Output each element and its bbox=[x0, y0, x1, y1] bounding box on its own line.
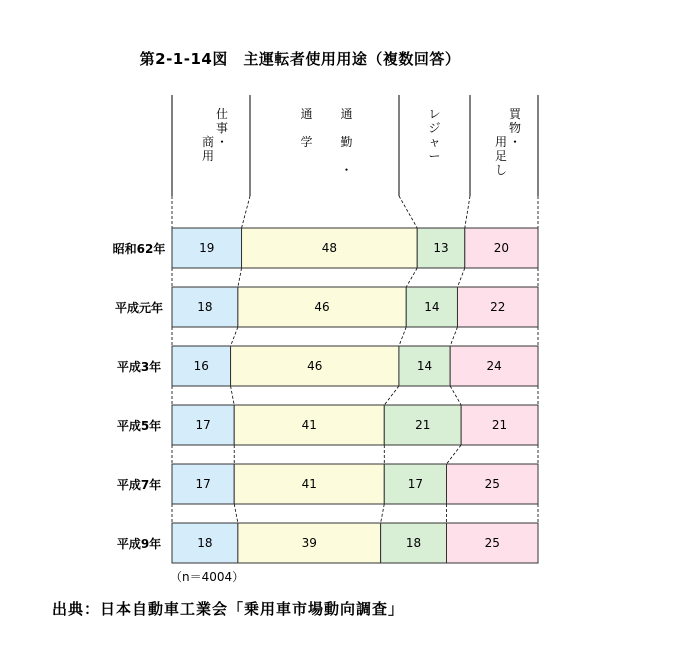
data-label-leisure: 18 bbox=[405, 536, 422, 550]
data-label-leisure: 17 bbox=[407, 477, 424, 491]
connector-row1-3 bbox=[450, 327, 457, 346]
data-label-leisure: 13 bbox=[433, 241, 449, 255]
category-label: 平成7年 bbox=[116, 478, 162, 492]
chart-title: 第2-1-14図 主運転者使用用途（複数回答） bbox=[139, 50, 461, 68]
connector-header-3 bbox=[465, 196, 470, 228]
category-label: 平成元年 bbox=[114, 301, 164, 315]
connector-row3-3 bbox=[447, 445, 462, 464]
data-label-leisure: 14 bbox=[416, 359, 433, 373]
connector-row1-2 bbox=[399, 327, 406, 346]
category-label: 昭和62年 bbox=[112, 242, 166, 256]
connector-row0-1 bbox=[238, 268, 242, 287]
category-label: 平成3年 bbox=[116, 360, 162, 374]
connector-header-2 bbox=[399, 196, 417, 228]
category-label: 平成5年 bbox=[116, 419, 162, 433]
header-label-leisure: レジャー bbox=[428, 107, 441, 163]
data-label-commute: 46 bbox=[307, 359, 323, 373]
data-label-shopping: 22 bbox=[490, 300, 506, 314]
data-label-commute: 41 bbox=[301, 418, 317, 432]
connector-header-1 bbox=[242, 196, 250, 228]
header-label-commute-line1: 通勤・ bbox=[340, 107, 353, 177]
data-label-commute: 39 bbox=[301, 536, 317, 550]
data-label-work: 17 bbox=[195, 418, 211, 432]
connector-row2-3 bbox=[450, 386, 461, 405]
source-citation: 出典：日本自動車工業会「乗用車市場動向調査」 bbox=[52, 600, 405, 618]
data-label-leisure: 14 bbox=[424, 300, 440, 314]
header-label-shopping-line2: 用足し bbox=[494, 135, 508, 177]
data-label-commute: 41 bbox=[301, 477, 317, 491]
connector-row2-2 bbox=[384, 386, 399, 405]
connector-row0-2 bbox=[406, 268, 417, 287]
data-label-shopping: 25 bbox=[484, 477, 500, 491]
data-label-shopping: 20 bbox=[493, 241, 510, 255]
connector-row0-3 bbox=[457, 268, 464, 287]
data-label-shopping: 25 bbox=[484, 536, 500, 550]
category-label: 平成9年 bbox=[116, 537, 162, 551]
header-label-commute-line2: 通学 bbox=[300, 107, 313, 149]
connector-row2-1 bbox=[231, 386, 235, 405]
data-label-shopping: 24 bbox=[486, 359, 502, 373]
header-label-work-line2: 商用 bbox=[201, 135, 215, 163]
data-label-work: 18 bbox=[197, 300, 213, 314]
connector-row1-1 bbox=[231, 327, 238, 346]
data-label-work: 18 bbox=[197, 536, 213, 550]
data-label-leisure: 21 bbox=[415, 418, 431, 432]
data-label-work: 16 bbox=[193, 359, 209, 373]
data-label-work: 19 bbox=[199, 241, 215, 255]
data-label-commute: 48 bbox=[321, 241, 338, 255]
header-label-shopping-line1: 買物・ bbox=[508, 107, 522, 149]
header-label-work-line1: 仕事・ bbox=[215, 107, 229, 149]
data-label-commute: 46 bbox=[314, 300, 330, 314]
connector-row4-1 bbox=[234, 504, 238, 523]
data-label-work: 17 bbox=[195, 477, 211, 491]
connector-row4-2 bbox=[381, 504, 385, 523]
sample-size-note: （n＝4004） bbox=[170, 570, 245, 584]
data-label-shopping: 21 bbox=[491, 418, 508, 432]
